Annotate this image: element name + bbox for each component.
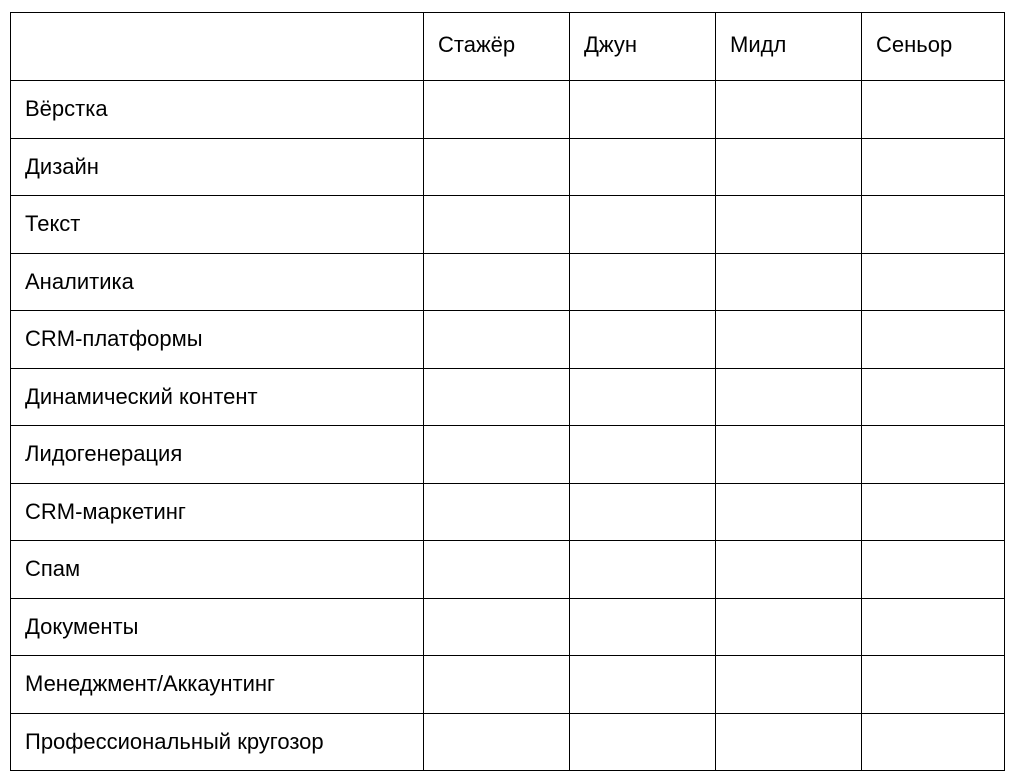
table-row [11, 656, 1005, 714]
table-row [11, 368, 1005, 426]
level-cell-intern [424, 311, 570, 369]
level-cell-intern [424, 138, 570, 196]
level-cell-senior [862, 656, 1005, 714]
level-cell-middle [716, 598, 862, 656]
level-cell-senior [862, 541, 1005, 599]
level-cell-junior [570, 656, 716, 714]
level-cell-senior [862, 253, 1005, 311]
corner-cell [11, 13, 424, 81]
table-row [11, 541, 1005, 599]
level-cell-junior [570, 196, 716, 254]
skill-label: CRM-платформы [11, 311, 424, 369]
skill-label: Документы [11, 598, 424, 656]
level-cell-middle [716, 196, 862, 254]
level-cell-junior [570, 253, 716, 311]
level-cell-junior [570, 311, 716, 369]
level-cell-middle [716, 138, 862, 196]
level-header-junior: Джун [570, 13, 716, 81]
level-cell-middle [716, 656, 862, 714]
table-row [11, 598, 1005, 656]
level-cell-middle [716, 253, 862, 311]
level-cell-middle [716, 483, 862, 541]
skill-label: Профессиональный кругозор [11, 713, 424, 771]
level-cell-middle [716, 81, 862, 139]
skills-level-matrix [10, 12, 1005, 771]
skill-label: Динамический контент [11, 368, 424, 426]
header-row [11, 13, 1005, 81]
level-cell-senior [862, 598, 1005, 656]
level-cell-intern [424, 81, 570, 139]
level-header-middle: Мидл [716, 13, 862, 81]
level-header-senior: Сеньор [862, 13, 1005, 81]
level-cell-junior [570, 426, 716, 484]
level-cell-intern [424, 426, 570, 484]
level-cell-intern [424, 713, 570, 771]
level-cell-senior [862, 483, 1005, 541]
level-cell-middle [716, 541, 862, 599]
level-cell-middle [716, 713, 862, 771]
level-cell-middle [716, 368, 862, 426]
table-row [11, 483, 1005, 541]
level-cell-intern [424, 368, 570, 426]
table-row [11, 81, 1005, 139]
level-cell-junior [570, 138, 716, 196]
level-cell-intern [424, 541, 570, 599]
level-cell-intern [424, 656, 570, 714]
skill-label: Менеджмент/Аккаунтинг [11, 656, 424, 714]
level-cell-junior [570, 483, 716, 541]
level-cell-senior [862, 196, 1005, 254]
level-cell-senior [862, 368, 1005, 426]
skill-label: Вёрстка [11, 81, 424, 139]
skill-label: Текст [11, 196, 424, 254]
table-row [11, 253, 1005, 311]
level-cell-senior [862, 426, 1005, 484]
skill-label: Аналитика [11, 253, 424, 311]
level-cell-intern [424, 196, 570, 254]
level-cell-junior [570, 541, 716, 599]
level-cell-middle [716, 426, 862, 484]
skill-label: CRM-маркетинг [11, 483, 424, 541]
level-cell-junior [570, 713, 716, 771]
level-cell-junior [570, 598, 716, 656]
level-header-intern: Стажёр [424, 13, 570, 81]
table-row [11, 196, 1005, 254]
table-row [11, 713, 1005, 771]
level-cell-senior [862, 713, 1005, 771]
level-cell-intern [424, 598, 570, 656]
level-cell-junior [570, 81, 716, 139]
level-cell-senior [862, 138, 1005, 196]
level-cell-intern [424, 253, 570, 311]
level-cell-senior [862, 81, 1005, 139]
level-cell-junior [570, 368, 716, 426]
skill-label: Лидогенерация [11, 426, 424, 484]
level-cell-middle [716, 311, 862, 369]
matrix-body [11, 81, 1005, 771]
skill-label: Дизайн [11, 138, 424, 196]
level-cell-intern [424, 483, 570, 541]
table-row [11, 138, 1005, 196]
table-row [11, 426, 1005, 484]
level-cell-senior [862, 311, 1005, 369]
skill-label: Спам [11, 541, 424, 599]
table-row [11, 311, 1005, 369]
